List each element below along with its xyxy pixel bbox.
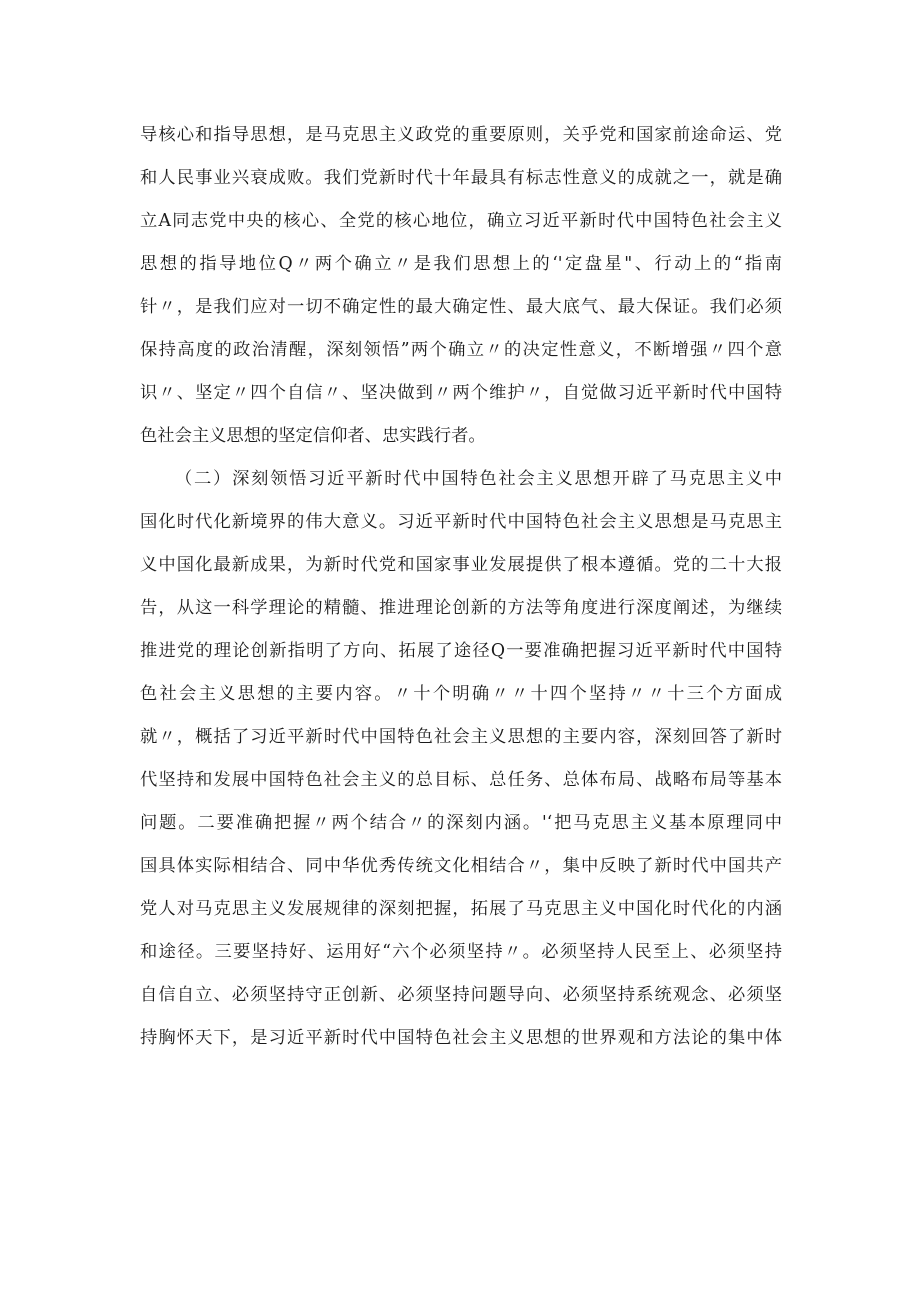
text-line: 问题。二要准确把握〃两个结合〃的深刻内涵。'‘把马克思主义基本原理同中 [140, 813, 782, 833]
text-line: 针〃，是我们应对一切不确定性的最大确定性、最大底气、最大保证。我们必须 [140, 297, 782, 317]
text-line: 告，从这一科学理论的精髓、推进理论创新的方法等角度进行深度阐述，为继续 [140, 598, 782, 618]
text-line: 和途径。三要坚持好、运用好“六个必须坚持〃。必须坚持人民至上、必须坚持 [140, 942, 782, 962]
text-line: 持胸怀天下，是习近平新时代中国特色社会主义思想的世界观和方法论的集中体 [140, 1028, 782, 1048]
text-line: 自信自立、必须坚持守正创新、必须坚持问题导向、必须坚持系统观念、必须坚 [140, 985, 782, 1005]
text-line: 保持高度的政治清醒，深刻领悟”两个确立〃的决定性意义，不断增强〃四个意 [140, 340, 782, 360]
text-line: 色社会主义思想的主要内容。〃十个明确〃〃十四个坚持〃〃十三个方面成 [140, 684, 782, 704]
text-line: 推进党的理论创新指明了方向、拓展了途径Q一要准确把握习近平新时代中国特 [140, 641, 782, 661]
paragraph-2 [140, 458, 782, 1060]
text-line: 国具体实际相结合、同中华优秀传统文化相结合〃，集中反映了新时代中国共产 [140, 856, 782, 876]
text-line: 代坚持和发展中国特色社会主义的总目标、总任务、总体布局、战略布局等基本 [140, 770, 782, 790]
text-line: （二）深刻领悟习近平新时代中国特色社会主义思想开辟了马克思主义中 [175, 469, 782, 489]
text-line: 党人对马克思主义发展规律的深刻把握，拓展了马克思主义中国化时代化的内涵 [140, 899, 782, 919]
text-line: 导核心和指导思想，是马克思主义政党的重要原则，关乎党和国家前途命运、党 [140, 125, 782, 145]
text-line: 和人民事业兴衰成败。我们党新时代十年最具有标志性意义的成就之一，就是确 [140, 168, 782, 188]
text-line: 思想的指导地位Q〃两个确立〃是我们思想上的‘'定盘星"、行动上的“指南 [140, 254, 782, 274]
text-line: 识〃、坚定〃四个自信〃、坚决做到〃两个维护〃，自觉做习近平新时代中国特 [140, 383, 782, 403]
text-line: 色社会主义思想的坚定信仰者、忠实践行者。 [140, 426, 486, 446]
text-line: 就〃，概括了习近平新时代中国特色社会主义思想的主要内容，深刻回答了新时 [140, 727, 782, 747]
text-line: 国化时代化新境界的伟大意义。习近平新时代中国特色社会主义思想是马克思主 [140, 512, 782, 532]
text-line: 立A同志党中央的核心、全党的核心地位，确立习近平新时代中国特色社会主义 [140, 211, 782, 231]
text-line: 义中国化最新成果，为新时代党和国家事业发展提供了根本遵循。党的二十大报 [140, 555, 782, 575]
body-text [140, 114, 782, 1060]
paragraph-1 [140, 114, 782, 458]
